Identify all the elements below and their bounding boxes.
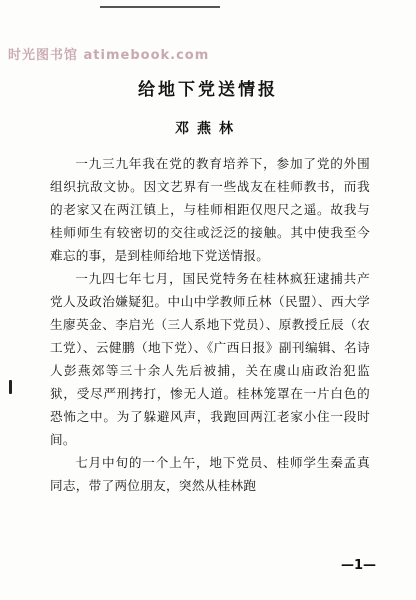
paragraph: 一九三九年我在党的教育培养下，参加了党的外围组织抗敌文协。因文艺界有一些战友在桂师教书，而我的老家又在两江镇上，与桂师相距仅咫尺之遥。故我与桂师师生有较密切的交往或泛泛的接触。其中使我至今难忘的事，是到桂师给地下党送情报。 xyxy=(50,156,370,263)
paragraph: 一九四七年七月，国民党特务在桂林疯狂逮捕共产党人及政治嫌疑犯。中山中学教师丘林（民盟）、西大学生廖英金、李启光（三人系地下党员）、原教授丘辰（农工党）、云健鹏（地下党）、《广西日报》副刊编辑、名诗人彭燕郊等三十余人先后被捕，关在虞山庙政治犯监狱，受尽严刑拷打，惨无人道。桂林笼罩在一片白色的恐怖之中。为了躲避风声，我跑回两江老家小住一段时间。 xyxy=(50,271,370,447)
body-text xyxy=(50,152,370,497)
scan-edge-mark xyxy=(9,380,12,394)
page-number: —1— xyxy=(340,558,376,573)
page-title: 给地下党送情报 xyxy=(138,80,278,100)
watermark: 时光图书馆 atimebook.com xyxy=(8,48,210,63)
top-rule xyxy=(100,6,220,8)
author-name: 邓燕林 xyxy=(175,121,241,137)
paragraph: 七月中旬的一个上午，地下党员、桂师学生秦孟真同志，带了两位朋友，突然从桂林跑 xyxy=(50,455,370,493)
